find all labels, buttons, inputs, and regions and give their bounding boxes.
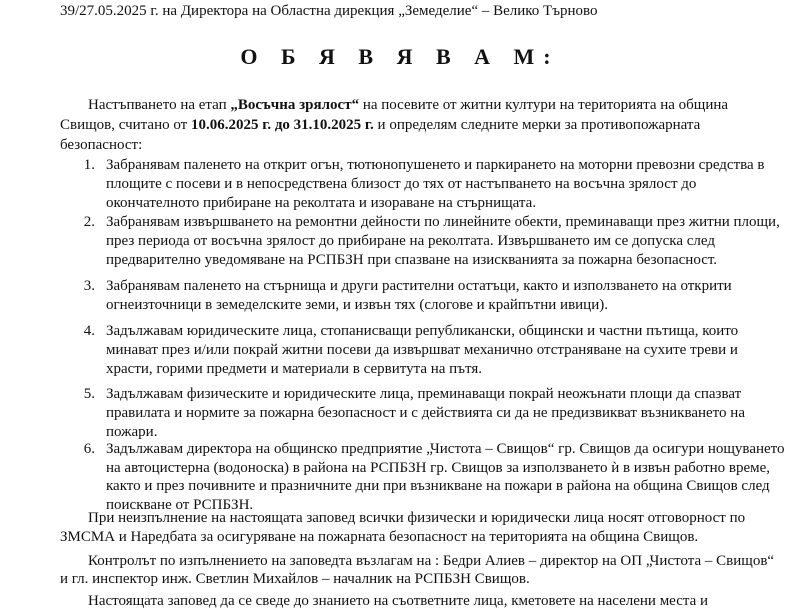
closing-para2-line1: Контролът по изпълнението на заповедта възлагам на : Бедри Алиев – директор на ОП „Чистота – Свищов“ <box>88 553 775 569</box>
intro-line2-post: и определям следните мерки за противопожарната <box>373 117 701 133</box>
item-line: Забранявам паленето на стърнища и други растителни остатъци, както и използването на открити <box>106 278 732 294</box>
item-line: пожари. <box>106 424 158 440</box>
intro-line-3: безопасност: <box>60 137 143 153</box>
header-reference-line: 39/27.05.2025 г. на Директора на Областна дирекция „Земеделие“ – Велико Търново <box>60 3 598 19</box>
item-line: храсти, горими предмети и материали в сервитута на пътя. <box>106 361 482 377</box>
item-line: площите с посеви и в непосредствена близост до тях от настъпването на восъчна зрялост до <box>106 176 697 192</box>
item-line: минават през и/или покрай житни посеви да извършват механично отстраняване на сухите треви и <box>106 342 738 358</box>
intro-dates: 10.06.2025 г. до 31.10.2025 г. <box>190 117 374 133</box>
item-line: Задължавам юридическите лица, стопанисващи републикански, общински и частни пътища, които <box>106 323 739 339</box>
closing-para3-fragment: Настоящата заповед да се сведе до знанието на съответните лица, кметовете на населени места и <box>88 593 709 609</box>
item-line: на автоцистерна (водоноска) в района на РСПБЗН гр. Свищов за използването ѝ в извън работно време, <box>106 460 771 476</box>
item-line: Забранявам паленето на открит огън, тютюнопушенето и паркирането на моторни превозни средства в <box>106 157 765 173</box>
item-line: правилата и нормите за пожарна безопасност и с действията си да не предизвикват възникването на <box>106 405 745 421</box>
intro-text: Настъпването на етап <box>88 97 231 113</box>
closing-para2-line2: и гл. инспектор инж. Светлин Михайлов – началник на РСПБЗН Свищов. <box>60 571 530 587</box>
item-line: Забранявам извършването на ремонтни дейности по линейните обекти, преминаващи през житни площи, <box>106 214 780 230</box>
intro-line-1 <box>88 96 728 114</box>
item-number: 3. <box>83 278 95 294</box>
intro-text-2: на посевите от житни култури на територията на община <box>359 97 729 113</box>
item-number: 2. <box>83 214 95 230</box>
item-line: предварително уведомяване на РСПБЗН при спазване на изискванията за пожарна безопасност. <box>106 252 718 268</box>
item-number: 5. <box>83 386 95 402</box>
intro-phase: „Восъчна зрялост“ <box>230 97 360 113</box>
item-line: окончателното прибиране на реколтата и изораване на стърнищата. <box>106 195 537 211</box>
item-line: поискване от РСПБЗН. <box>106 497 254 513</box>
intro-line2-pre: Свищов, считано от <box>60 117 191 133</box>
item-number: 1. <box>83 157 95 173</box>
item-line: Задължавам физическите и юридическите лица, преминаващи покрай неожънати площи да спазват <box>106 386 742 402</box>
item-number: 6. <box>83 441 95 457</box>
item-number: 4. <box>83 323 95 339</box>
item-line: Задължавам директора на общинско предприятие „Чистота – Свищов“ гр. Свищов да осигури нощуването <box>106 441 785 457</box>
closing-para1-line2: ЗМСМА и Наредбата за осигуряване на пожарната безопасност на територията на община Свищов. <box>60 529 699 545</box>
page-title: О Б Я В Я В А М: <box>240 44 560 69</box>
intro-line-2 <box>60 116 700 134</box>
item-line: през периода от восъчна зрялост до прибиране на реколтата. Извършването им се допуска след <box>106 233 716 249</box>
item-line: огнеизточници в земеделските земи, и извън тях (слогове и крайпътни ивици). <box>106 297 608 313</box>
closing-para1-line1: При неизпълнение на настоящата заповед всички физически и юридически лица носят отговорност по <box>88 510 746 526</box>
item-line: както и през почивните и празничните дни при възникване на пожари в района на община Свищов след <box>106 478 770 494</box>
